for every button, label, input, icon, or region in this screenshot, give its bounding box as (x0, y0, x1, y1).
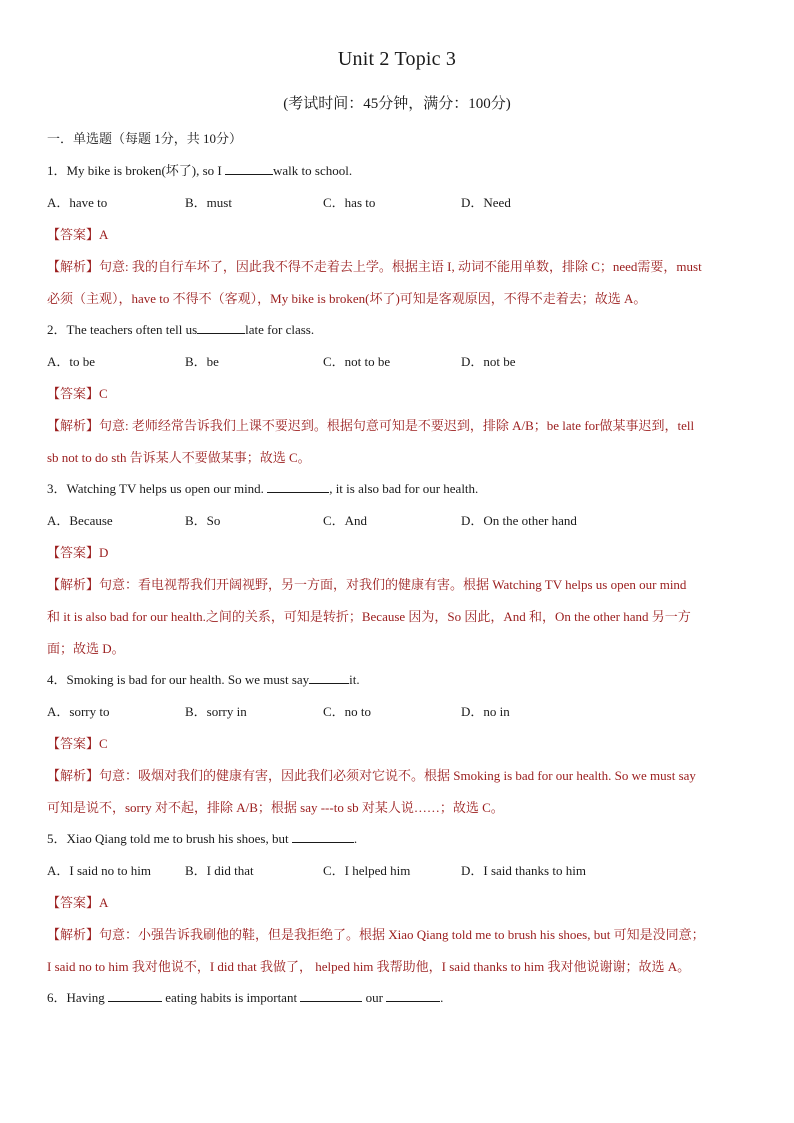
question-2-options (47, 352, 747, 372)
page-title: Unit 2 Topic 3 (337, 48, 457, 70)
option-d: D．Need (461, 195, 511, 210)
option-b: B．I did that (185, 863, 254, 878)
answer-blank (197, 321, 245, 334)
explanation-2-line-1: 【解析】句意: 老师经常告诉我们上课不要迟到。根据句意可知是不要迟到，排除 A/B；be late for做某事迟到，tell (47, 418, 695, 433)
answer-1: 【答案】A (47, 227, 109, 242)
option-b: B．must (185, 195, 232, 210)
option-c: C．has to (323, 195, 376, 210)
section-heading: 一．单选题（每题 1分，共 10分） (47, 131, 243, 146)
option-d: D．no in (461, 704, 510, 719)
question-4-options (47, 702, 747, 722)
option-c: C．no to (323, 704, 372, 719)
answer-blank (108, 989, 162, 1002)
question-1-options (47, 193, 747, 213)
explanation-4-line-1: 【解析】句意：吸烟对我们的健康有害，因此我们必须对它说不。根据 Smoking is bad for our health. So we must say (47, 768, 696, 783)
answer-blank (292, 830, 354, 843)
explanation-5-line-1: 【解析】句意：小强告诉我刷他的鞋，但是我拒绝了。根据 Xiao Qiang told me to brush his shoes, but 可知是没同意； (47, 927, 705, 942)
answer-blank (386, 989, 440, 1002)
answer-blank (300, 989, 362, 1002)
question-2-stem-a: 2．The teachers often tell us (47, 322, 198, 337)
question-2-stem-b: late for class. (245, 322, 315, 337)
option-b: B．be (185, 354, 219, 369)
question-6 (47, 988, 750, 1008)
option-d: D．I said thanks to him (461, 863, 586, 878)
option-a: A．Because (47, 513, 113, 528)
explanation-3-line-3: 面；故选 D。 (47, 641, 125, 656)
question-6-part-2: eating habits is important (162, 990, 301, 1005)
option-c: C．not to be (323, 354, 391, 369)
explanation-5-line-2: I said no to him 我对他说不，I did that 我做了， helped him 我帮助他，I said thanks to him 我对他说谢谢；故选 A。 (47, 959, 691, 974)
option-a: A．have to (47, 195, 108, 210)
explanation-3-line-1: 【解析】句意：看电视帮我们开阔视野，另一方面，对我们的健康有害。根据 Watching TV helps us open our mind (47, 577, 687, 592)
option-d: D．On the other hand (461, 513, 577, 528)
option-c: C．I helped him (323, 863, 411, 878)
option-a: A．to be (47, 354, 96, 369)
answer-blank (267, 480, 329, 493)
question-3 (47, 479, 750, 499)
question-4 (47, 670, 750, 690)
question-5 (47, 829, 750, 849)
option-d: D．not be (461, 354, 516, 369)
question-3-stem-b: , it is also bad for our health. (329, 481, 479, 496)
answer-3: 【答案】D (47, 545, 109, 560)
question-6-part-4: . (440, 990, 444, 1005)
option-b: B．sorry in (185, 704, 247, 719)
question-1-stem-b: walk to school. (273, 163, 353, 178)
explanation-4-line-2: 可知是说不，sorry 对不起，排除 A/B；根据 say ---to sb 对某人说……；故选 C。 (47, 800, 504, 815)
question-4-stem-b: it. (349, 672, 360, 687)
question-4-stem-a: 4．Smoking is bad for our health. So we must say (47, 672, 310, 687)
question-2 (47, 320, 750, 340)
option-a: A．I said no to him (47, 863, 151, 878)
question-3-stem-a: 3．Watching TV helps us open our mind. (47, 481, 268, 496)
question-3-options (47, 511, 747, 531)
explanation-3-line-2: 和 it is also bad for our health.之间的关系，可知是转折；Because 因为，So 因此，And 和，On the other hand 另一方 (47, 609, 691, 624)
answer-blank (309, 671, 349, 684)
question-6-part-1: 6．Having (47, 990, 109, 1005)
option-a: A．sorry to (47, 704, 110, 719)
exam-info: (考试时间：45分钟，满分：100分) (283, 96, 511, 112)
question-5-stem-a: 5．Xiao Qiang told me to brush his shoes, but (47, 831, 292, 846)
option-b: B．So (185, 513, 221, 528)
option-c: C．And (323, 513, 368, 528)
question-5-stem-b: . (353, 831, 358, 846)
explanation-1-line-1: 【解析】句意: 我的自行车坏了，因此我不得不走着去上学。根据主语 I, 动词不能用单数，排除 C；need需要，must (47, 259, 702, 274)
answer-blank (225, 162, 273, 175)
answer-5: 【答案】A (47, 895, 109, 910)
answer-4: 【答案】C (47, 736, 108, 751)
explanation-2-line-2: sb not to do sth 告诉某人不要做某事；故选 C。 (47, 450, 311, 465)
question-5-options (47, 861, 747, 881)
answer-2: 【答案】C (47, 386, 108, 401)
explanation-1-line-2: 必须（主观），have to 不得不（客观），My bike is broken(坏了)可知是客观原因，不得不走着去；故选 A。 (47, 291, 647, 306)
question-1-stem-a: 1．My bike is broken(坏了), so I (47, 163, 226, 178)
question-1 (47, 161, 750, 181)
question-6-part-3: our (362, 990, 387, 1005)
